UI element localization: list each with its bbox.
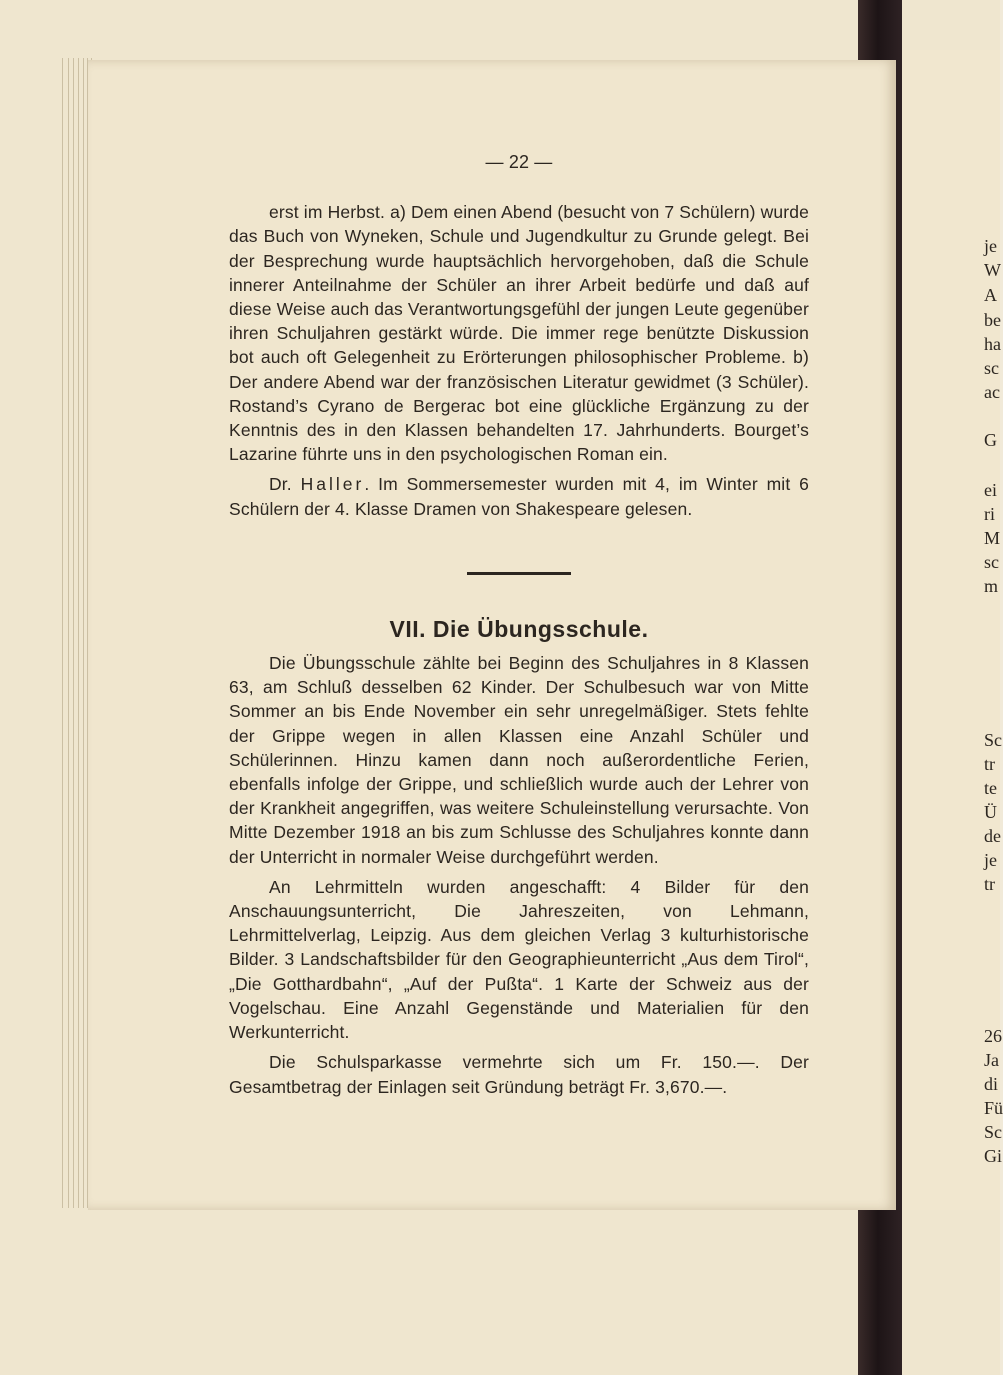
paragraph-sparkasse: Die Schulsparkasse vermehrte sich um Fr. 150.—. Der Gesamtbetrag der Einlagen seit Gründung beträgt Fr. 3,670.—. (229, 1052, 809, 1097)
right-fragment: sc (984, 552, 999, 572)
right-fragment: je (984, 236, 997, 256)
right-fragment: M (984, 528, 1001, 548)
right-fragment: sc (984, 358, 999, 378)
right-fragment: Ü (984, 802, 997, 822)
page-text (229, 150, 809, 1105)
right-fragment: te (984, 778, 997, 798)
right-fragment: je (984, 850, 997, 870)
paragraph-uebungsschule: Die Übungsschule zählte bei Beginn des Schuljahres in 8 Klassen 63, am Schluß desselben 62 Kinder. Der Schulbesuch war von Mitte Sommer an bis Ende November ein sehr unregelmäßiger. Stets fehlte der Grippe wegen in allen Klassen eine Anzahl Schüler und Schülerinnen. Hinzu kamen dann noch außerordentliche Ferien, ebenfalls infolge der Grippe, und schließlich wurde auch der Lehrer von der Krankheit angegriffen, was weitere Schuleinstellung verursachte. Von Mitte Dezember 1918 an bis zum Schlusse des Schuljahres konnte dann der Unterricht in normaler Weise durchgeführt werden. (229, 653, 809, 867)
right-fragment: Sc (984, 730, 1002, 750)
section-divider (229, 527, 809, 611)
right-fragment: Sc (984, 1122, 1002, 1142)
right-fragment: tr (984, 754, 995, 774)
right-fragment: m (984, 576, 999, 596)
right-fragment: Fü (984, 1098, 1003, 1118)
right-fragment: ei (984, 480, 997, 500)
right-fragment: Ja (984, 1050, 999, 1070)
right-fragment: A (984, 285, 997, 305)
haller-name: Haller (300, 474, 365, 495)
page-number: — 22 — (485, 152, 553, 172)
right-fragment: tr (984, 874, 995, 894)
paragraph-haller (229, 472, 809, 520)
right-fragment: Gi (984, 1146, 1002, 1166)
right-fragment: ac (984, 382, 1000, 402)
haller-prefix: Dr. (269, 474, 292, 495)
section-heading: VII. Die Übungsschule. (389, 615, 649, 642)
right-fragment: 26 (984, 1026, 1002, 1046)
right-fragment: de (984, 826, 1001, 846)
right-fragment: di (984, 1074, 999, 1094)
paragraph-lehrmittel: An Lehrmitteln wurden angeschafft: 4 Bilder für den Anschauungsunterricht, Die Jahreszeiten, von Lehmann, Lehrmittelverlag, Leipzig. Aus dem gleichen Verlag 3 kulturhistorische Bilder. 3 Landschaftsbilder für den Geographieunterricht „Aus dem Tirol“, „Die Gotthardbahn“, „Auf der Pußta“. 1 Karte der Schweiz aus der Vogelschau. Eine Anzahl Gegenstände und Materialien für den Werkunterricht. (229, 876, 809, 1043)
right-fragment: G (984, 430, 997, 450)
right-fragment: ri (984, 504, 995, 524)
paragraph-continued: erst im Herbst. a) Dem einen Abend (besucht von 7 Schülern) wurde das Buch von Wyneken, Schule und Jugendkultur zu Grunde gelegt. Bei der Besprechung wurde hauptsächlich hervorgehoben, daß die Schule innerer Anteilnahme der Schüler an ihrer Arbeit bedürfe und daß auf diese Weise auch das Verantwortungsgefühl der jungen Leute gegenüber ihren Schuljahren gestärkt würde. Die immer rege benützte Diskussion bot auch oft Gelegenheit zu Erörterungen philosophischer Probleme. b) Der andere Abend war der französischen Literatur gewidmet (3 Schüler). Rostand’s Cyrano de Bergerac bot eine glückliche Ergänzung zu der Kenntnis des in den Klassen behandelten 17. Jahrhunderts. Bourget’s Lazarine führte uns in den psychologischen Roman ein. (229, 202, 810, 465)
right-fragment: be (984, 310, 1001, 330)
haller-text: . Im Sommersemester wurden mit 4, im Winter mit 6 Schülern der 4. Klasse Dramen von Shakespeare gelesen. (229, 474, 810, 519)
right-fragment: ha (984, 334, 1001, 354)
right-fragment: W (984, 260, 1001, 280)
